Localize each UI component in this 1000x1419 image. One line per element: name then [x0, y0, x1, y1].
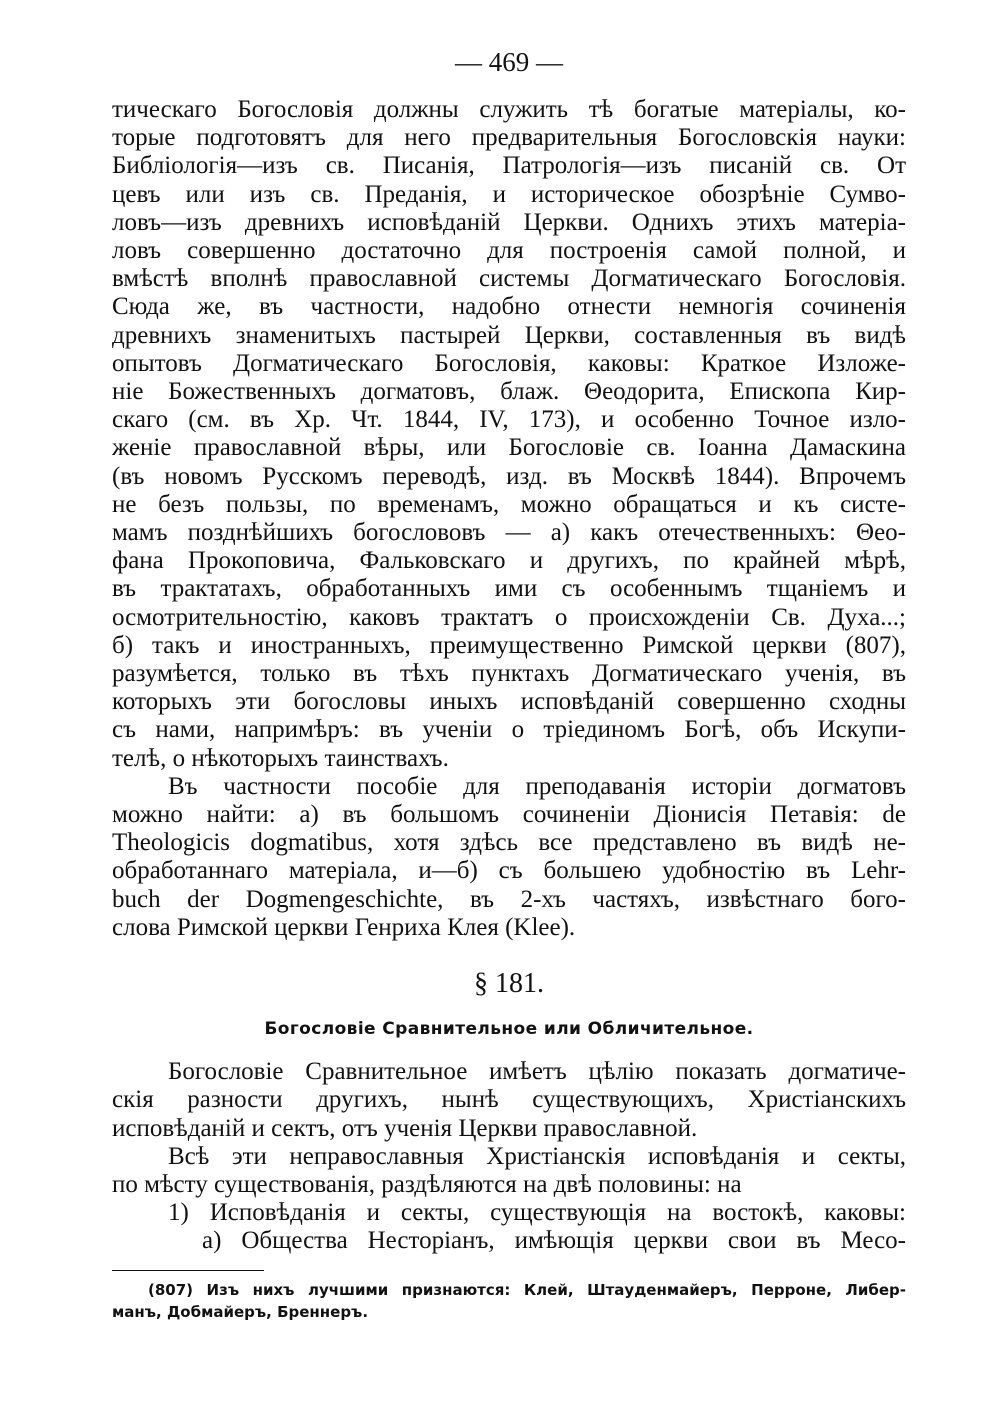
text-line: цевъ или изъ св. Преданія, и историческое обозрѣніе Сумво- [112, 180, 906, 208]
list-item: а) Общества Несторіанъ, имѣющія церкви свои въ Месо- [202, 1227, 906, 1255]
footnote [112, 1279, 906, 1323]
text-line: (въ новомъ Русскомъ переводѣ, изд. въ Москвѣ 1844). Впрочемъ [112, 462, 906, 490]
section-title: Богословіе Сравнительное или Обличительное. [264, 1019, 754, 1040]
text-line: въ трактатахъ, обработанныхъ ими съ особеннымъ тщаніемъ и [112, 575, 906, 603]
text-line: ніе Божественныхъ догматовъ, блаж. Θеодорита, Епископа Кир- [112, 378, 906, 406]
section-number: § 181. [474, 968, 544, 1000]
text-line: ловъ совершенно достаточно для построенія самой полной, и [112, 237, 906, 265]
text-line: которыхъ эти богословы иныхъ исповѣданій совершенно сходны [112, 688, 906, 716]
text-line: слова Римской церкви Генриха Клея (Klee). [112, 913, 576, 941]
footnote-line: манъ, Добмайеръ, Бреннеръ. [112, 1302, 369, 1321]
book-page [112, 40, 906, 1323]
text-line: телѣ, о нѣкоторыхъ таинствахъ. [112, 744, 449, 772]
text-line: б) такъ и иностранныхъ, преимущественно Римской церкви (807), [112, 631, 906, 659]
text-line: не безъ пользы, по временамъ, можно обращаться и къ систе- [112, 490, 906, 518]
text-line: Сюда же, въ частности, надобно отнести немногія сочиненія [112, 293, 906, 321]
paragraph-4 [112, 1143, 906, 1199]
paragraph-3 [112, 1058, 906, 1143]
text-line: осмотрительностію, каковъ трактатъ о происхожденіи Св. Духа...; [112, 603, 906, 631]
text-line: разумѣется, только въ тѣхъ пунктахъ Догматическаго ученія, въ [112, 660, 906, 688]
text-line: Всѣ эти неправославныя Христіанскія исповѣданія и секты, [168, 1142, 906, 1170]
paragraph-2 [112, 773, 906, 942]
footnote-line: (807) Изъ нихъ лучшими признаются: Клей, Штауденмайеръ, Перроне, Либер- [148, 1280, 906, 1299]
text-line: Въ частности пособіе для преподаванія исторіи догматовъ [168, 772, 906, 800]
list-item: 1) Исповѣданія и секты, существующія на востокѣ, каковы: [168, 1199, 906, 1227]
text-line: фана Прокоповича, Фальковскаго и другихъ, по крайней мѣрѣ, [112, 547, 906, 575]
text-line: съ нами, напримѣръ: въ ученіи о трiединомъ Богѣ, объ Искупи- [112, 716, 906, 744]
text-line: скія разности другихъ, нынѣ существующихъ, Христіанскихъ [112, 1086, 906, 1114]
text-line: торые подготовятъ для него предварительныя Богословскія науки: [112, 124, 906, 152]
text-line: вмѣстѣ вполнѣ православной системы Догматическаго Богословія. [112, 265, 906, 293]
text-line: ловъ—изъ древнихъ исповѣданій Церкви. Однихъ этихъ матеріа- [112, 208, 906, 236]
text-line: Богословіе Сравнительное имѣетъ цѣлію показать догматиче- [168, 1058, 906, 1086]
text-line: можно найти: а) въ большомъ сочиненіи Діонисія Петавія: de [112, 801, 906, 829]
text-line: Theologicis dogmatibus, хотя здѣсь все представлено въ видѣ не- [112, 829, 906, 857]
text-line: исповѣданій и сектъ, отъ ученія Церкви православной. [112, 1114, 698, 1142]
text-line: Библіологія—изъ св. Писанія, Патрологія—изъ писаній св. От [112, 152, 906, 180]
page-number: — 469 — [455, 47, 563, 77]
footnote-rule [112, 1270, 264, 1271]
text-line: древнихъ знаменитыхъ пастырей Церкви, составленныя въ видѣ [112, 321, 906, 349]
text-line: мамъ позднѣйшихъ богослововъ — а) какъ отечественныхъ: Θео- [112, 519, 906, 547]
text-line: тическаго Богословія должны служить тѣ богатые матеріалы, ко- [112, 96, 906, 123]
text-line: buch der Dogmengeschichte, въ 2-хъ частяхъ, извѣстнаго бого- [112, 885, 906, 913]
paragraph-1 [112, 96, 906, 773]
text-line: опытовъ Догматическаго Богословія, каковы: Краткое Изложе- [112, 349, 906, 377]
text-line: по мѣсту существованія, раздѣляются на двѣ половины: на [112, 1170, 742, 1198]
text-line: женіе православной вѣры, или Богословіе св. Іоанна Дамаскина [112, 434, 906, 462]
text-line: скаго (см. въ Хр. Чт. 1844, IV, 173), и особенно Точное изло- [112, 406, 906, 434]
text-line: обработаннаго матеріала, и—б) съ большею удобностію въ Lehr- [112, 857, 906, 885]
